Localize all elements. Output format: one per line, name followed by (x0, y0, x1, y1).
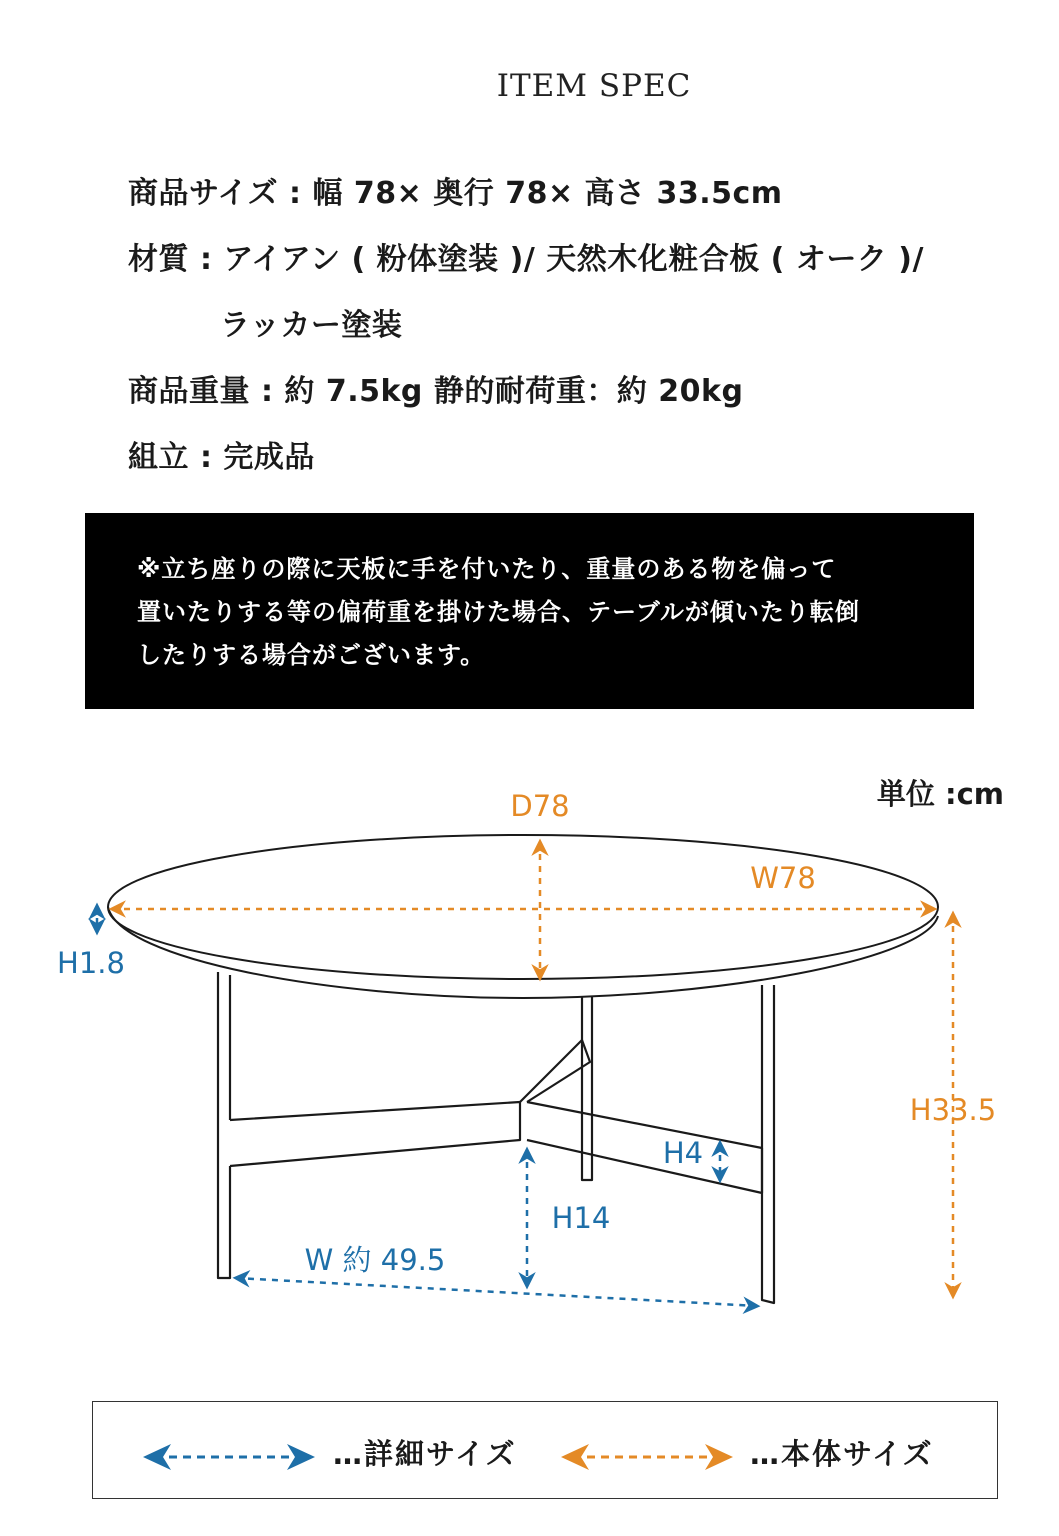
spec-weight: 商品重量 : 約 7.5kg 静的耐荷重：約 20kg (128, 374, 744, 409)
notice-line-3: したりする場合がございます。 (137, 641, 486, 669)
spec-material: 材質 : アイアン ( 粉体塗装 )/ 天然木化粧合板 ( オーク )/ (128, 242, 924, 277)
leg-span-arrow (236, 1278, 757, 1306)
table-top (108, 835, 938, 998)
rail-height-label: H4 (662, 1136, 704, 1170)
section-heading: ITEM SPEC (496, 68, 692, 104)
depth-label: D78 (510, 789, 570, 823)
spec-assembly: 組立 : 完成品 (128, 440, 315, 475)
unit-label: 単位 :cm (876, 777, 1004, 811)
legend-body-label: …本体サイズ (750, 1437, 934, 1471)
total-height-label: H33.5 (909, 1093, 997, 1127)
top-thickness-label: H1.8 (57, 946, 125, 980)
double-arrow-orange-icon (561, 1444, 733, 1470)
notice-line-1: ※立ち座りの際に天板に手を付いたり、重量のある物を偏って (137, 555, 837, 583)
base-clearance-label: H14 (551, 1201, 611, 1235)
spec-material-cont: ラッカー塗装 (220, 308, 403, 343)
leg-span-label: W 約 49.5 (304, 1243, 446, 1277)
legend-detail-label: …詳細サイズ (333, 1437, 517, 1471)
legend-box (92, 1401, 998, 1499)
double-arrow-blue-icon (143, 1444, 315, 1470)
spec-size: 商品サイズ : 幅 78× 奥行 78× 高さ 33.5cm (128, 176, 783, 211)
notice-line-2: 置いたりする等の偏荷重を掛けた場合、テーブルが傾いたり転倒 (137, 598, 860, 626)
width-label: W78 (750, 861, 816, 895)
